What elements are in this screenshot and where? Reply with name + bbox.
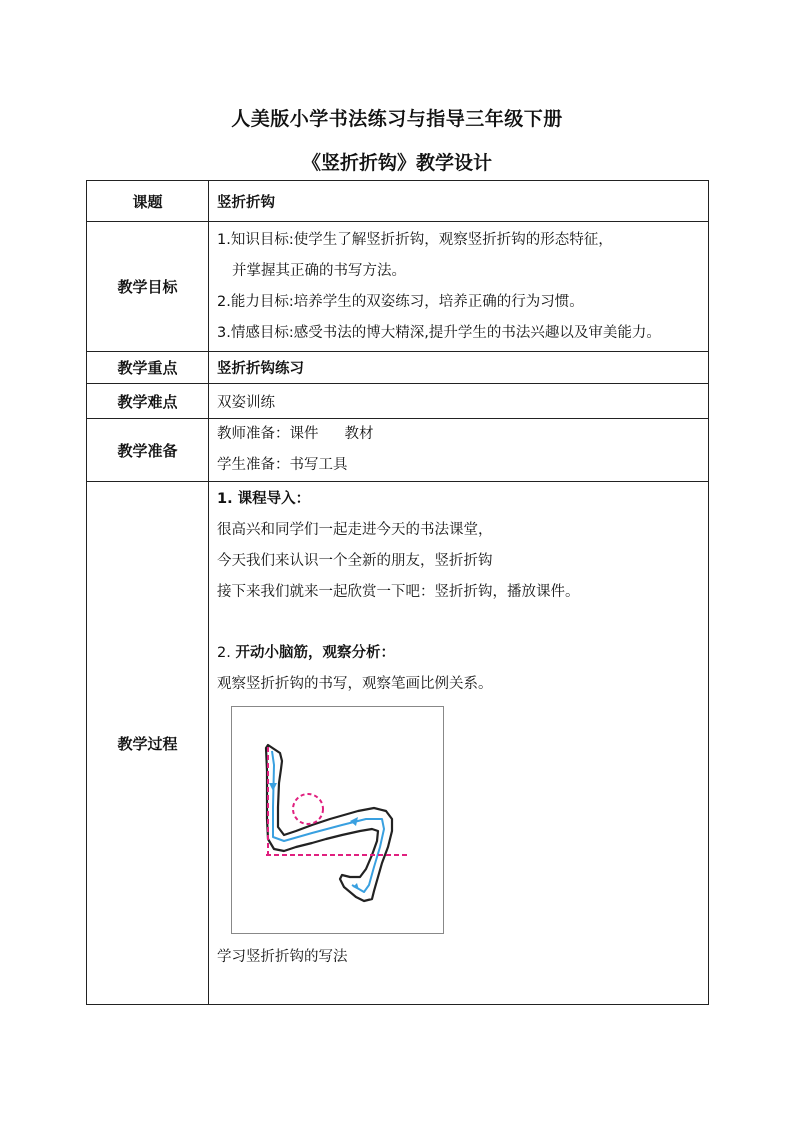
objective-line-3: 2.能力目标:培养学生的双姿练习，培养正确的行为习惯。 xyxy=(217,293,584,310)
process-cell xyxy=(209,482,709,1005)
table-row-process xyxy=(87,482,709,1005)
objective-line-4: 3.情感目标:感受书法的博大精深,提升学生的书法兴趣以及审美能力。 xyxy=(217,324,661,341)
step2-line: 观察竖折折钩的书写，观察笔画比例关系。 xyxy=(217,676,493,692)
objective-line-2: 并掌握其正确的书写方法。 xyxy=(232,262,406,279)
label-objectives: 教学目标 xyxy=(87,222,209,352)
lesson-plan-table xyxy=(86,180,709,1005)
path-arrow-hook xyxy=(353,883,359,890)
label-topic: 课题 xyxy=(87,181,209,222)
step2-heading-text: 开动小脑筋，观察分析： xyxy=(235,645,395,661)
step1-line-2: 今天我们来认识一个全新的朋友，竖折折钩 xyxy=(217,553,493,569)
stroke-outline xyxy=(266,745,392,901)
table-row-preparation xyxy=(87,419,709,482)
document-subtitle: 《竖折折钩》教学设计 xyxy=(301,152,492,174)
label-difficulty: 教学难点 xyxy=(87,384,209,419)
label-key-point: 教学重点 xyxy=(87,352,209,384)
stroke-diagram-svg xyxy=(232,707,443,933)
label-process: 教学过程 xyxy=(87,482,209,1005)
path-arrow-down xyxy=(269,783,277,791)
preparation-cell xyxy=(209,419,709,482)
step1-line-3: 接下来我们就来一起欣赏一下吧：竖折折钩，播放课件。 xyxy=(217,584,580,600)
document-title: 人美版小学书法练习与指导三年级下册 xyxy=(231,108,563,130)
step1-line-1: 很高兴和同学们一起走进今天的书法课堂， xyxy=(217,522,493,538)
preparation-teacher xyxy=(217,419,708,450)
guide-circle xyxy=(293,794,323,824)
value-topic: 竖折折钩 xyxy=(209,181,709,222)
stroke-illustration xyxy=(231,706,444,934)
label-preparation: 教学准备 xyxy=(87,419,209,482)
stroke-path xyxy=(272,751,384,892)
preparation-student: 学生准备：书写工具 xyxy=(217,457,348,473)
objectives-cell xyxy=(209,222,709,352)
table-row-difficulty xyxy=(87,384,709,419)
value-difficulty: 双姿训练 xyxy=(209,384,709,419)
table-row-key-point xyxy=(87,352,709,384)
teacher-prep-item: 教材 xyxy=(344,426,374,442)
table-row-objectives xyxy=(87,222,709,352)
step2-heading xyxy=(217,638,708,669)
objective-line-1: 1.知识目标:使学生了解竖折折钩，观察竖折折钩的形态特征， xyxy=(217,231,613,248)
table-row-topic xyxy=(87,181,709,222)
teacher-prep-text: 教师准备：课件 xyxy=(217,426,319,442)
step1-heading: 1. 课程导入： xyxy=(217,491,311,507)
step2-number: 2. xyxy=(217,645,231,661)
value-key-point: 竖折折钩练习 xyxy=(209,352,709,384)
figure-caption: 学习竖折折钩的写法 xyxy=(217,949,348,965)
path-arrow-right xyxy=(350,817,358,826)
